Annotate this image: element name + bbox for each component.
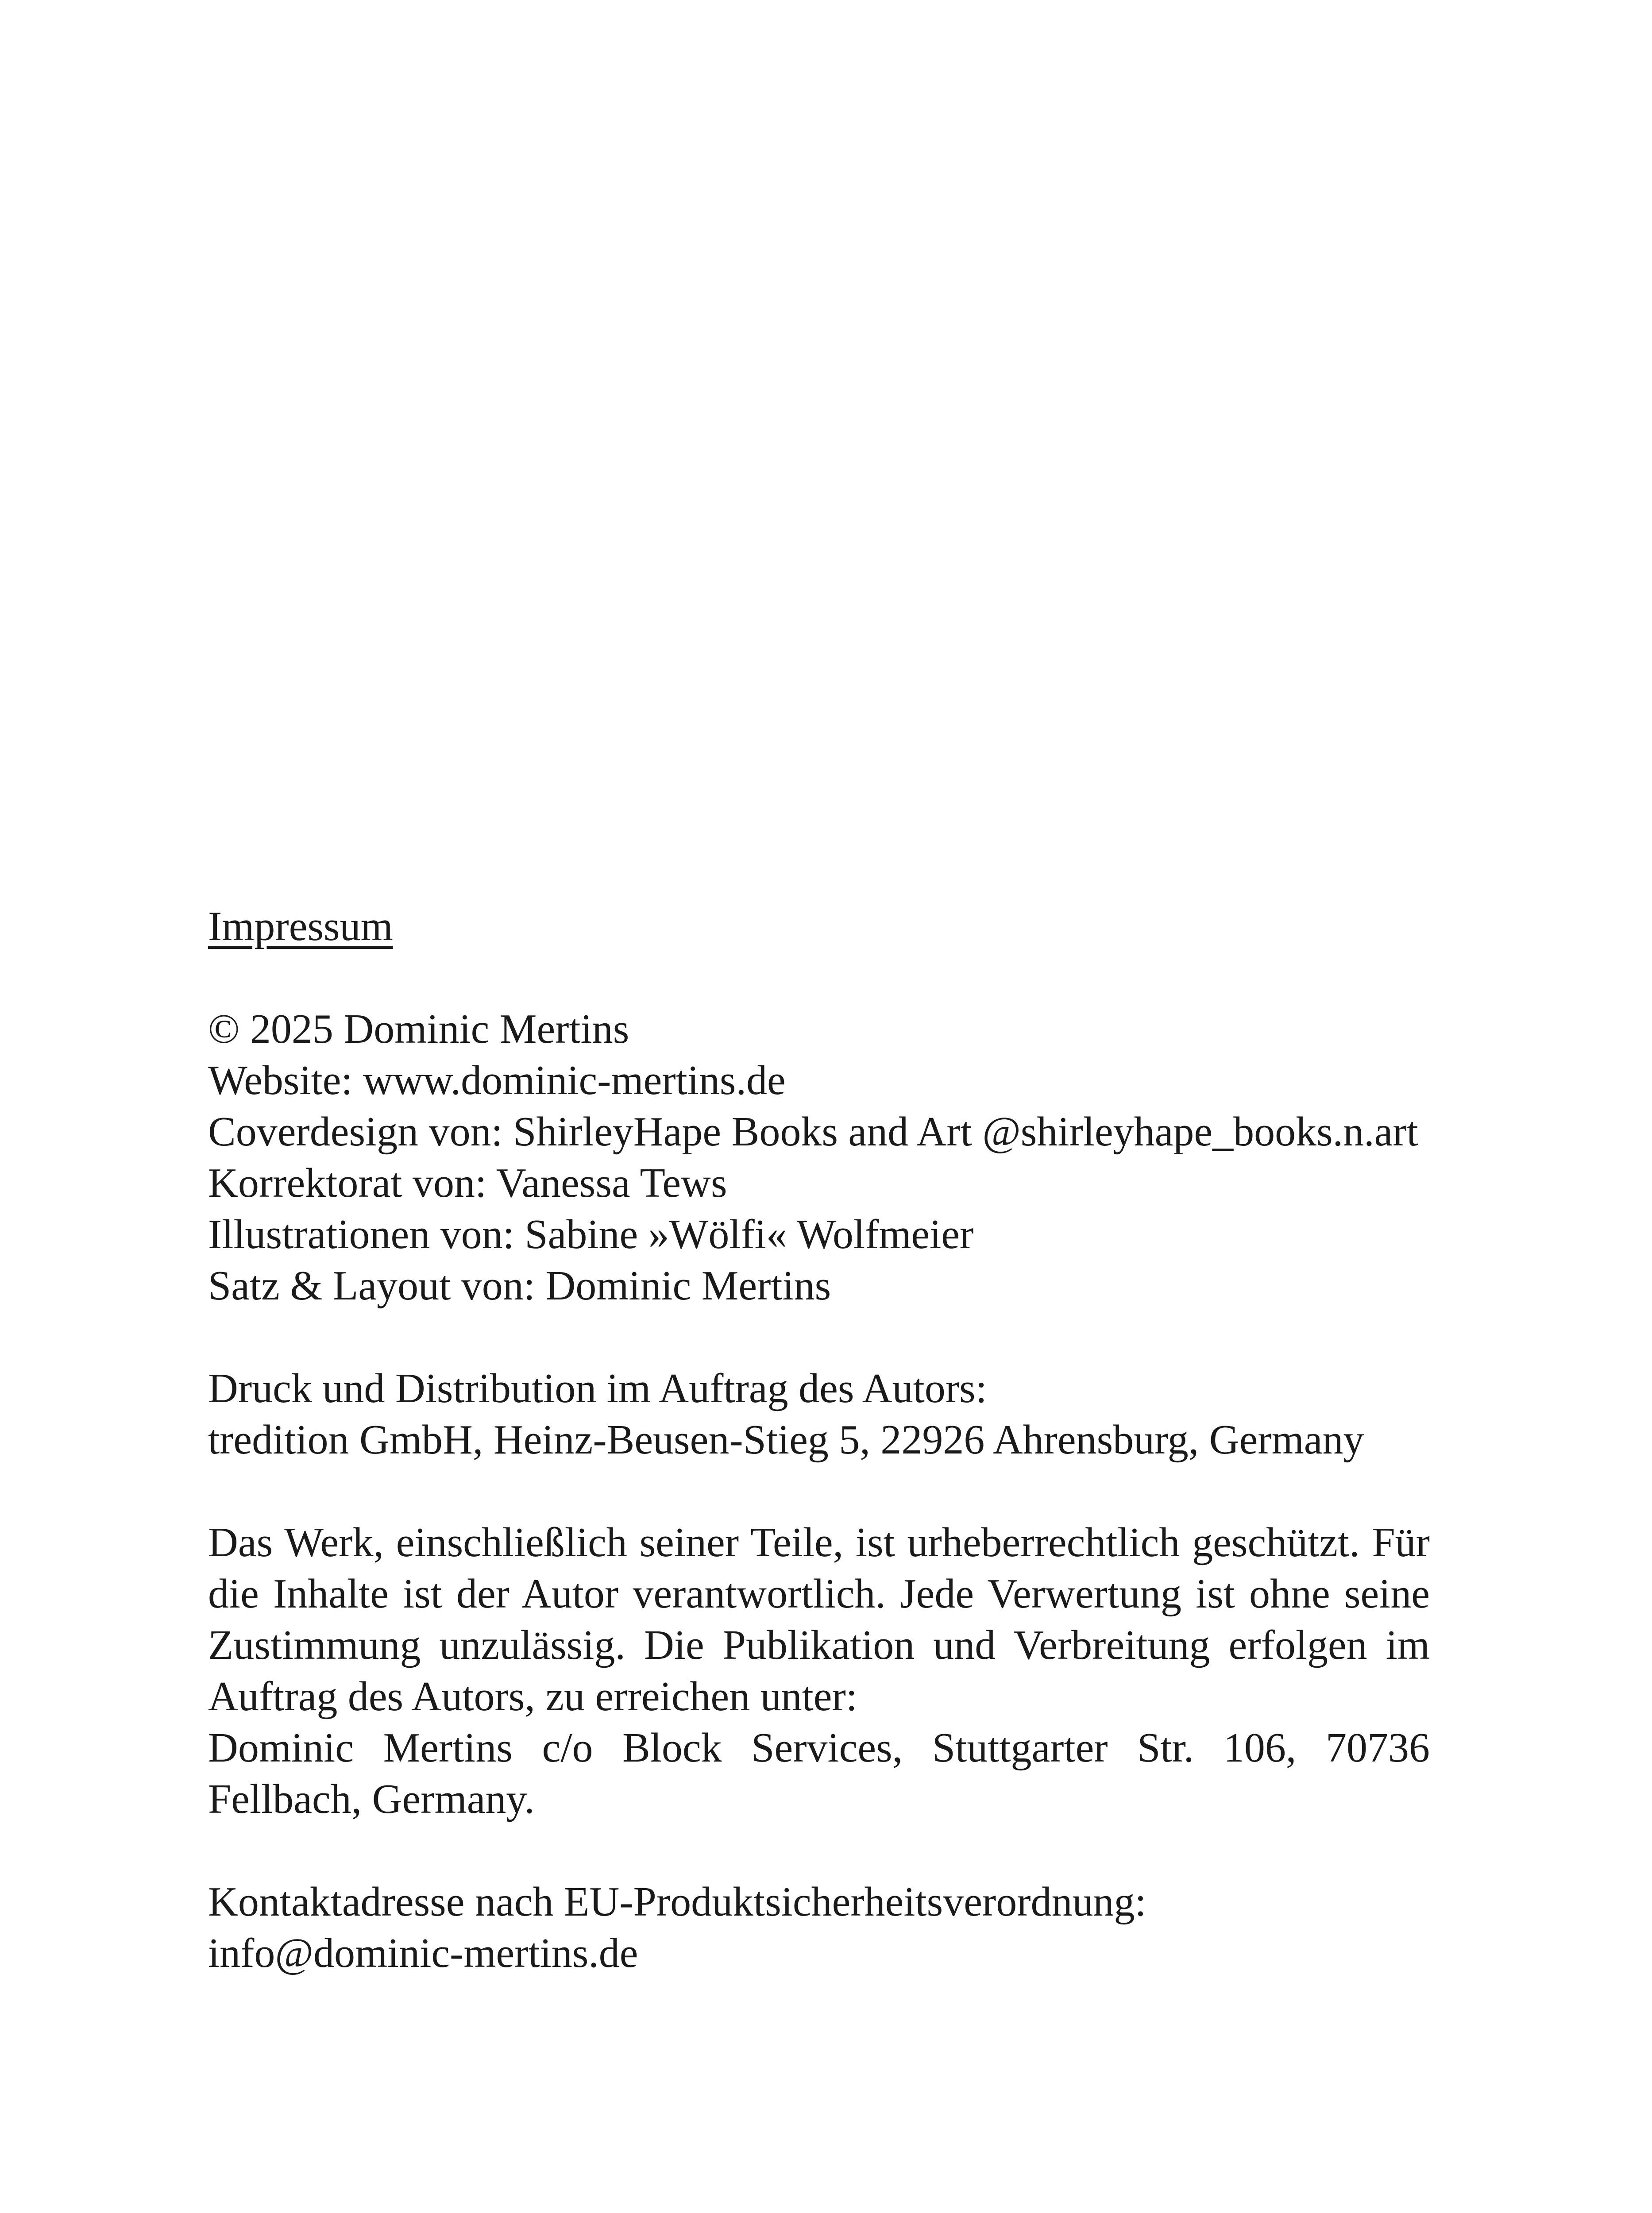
imprint-content	[208, 901, 1430, 1979]
proofreading-line: Korrektorat von: Vanessa Tews	[208, 1160, 727, 1206]
distribution-block	[208, 1363, 1430, 1465]
legal-notice-block	[208, 1517, 1430, 1825]
imprint-heading: Impressum	[208, 903, 393, 949]
illustrations-line: Illustrationen von: Sabine »Wölfi« Wolfmeier	[208, 1211, 974, 1257]
copyright-notice: Das Werk, einschließlich seiner Teile, ist urheberrechtlich geschützt. Für die Inhalte ist der Autor verantwortlich. Jede Verwertung ist ohne seine Zustimmung unzulässig. Die Publikation und Verbreitung erfolgen im Auftrag des Autors, zu erreichen unter:	[208, 1519, 1430, 1720]
cover-design-line: Coverdesign von: ShirleyHape Books and Art @shirleyhape_books.n.art	[208, 1109, 1418, 1155]
copyright-line: © 2025 Dominic Mertins	[208, 1006, 629, 1052]
contact-label: Kontaktadresse nach EU-Produktsicherheitsverordnung:	[208, 1879, 1146, 1925]
publisher-address: tredition GmbH, Heinz-Beusen-Stieg 5, 22926 Ahrensburg, Germany	[208, 1417, 1364, 1463]
author-address: Dominic Mertins c/o Block Services, Stuttgarter Str. 106, 70736 Fellbach, Germany.	[208, 1725, 1430, 1822]
contact-email: info@dominic-mertins.de	[208, 1930, 638, 1976]
distribution-label: Druck und Distribution im Auftrag des Autors:	[208, 1365, 987, 1411]
contact-block	[208, 1876, 1430, 1979]
website-line: Website: www.dominic-mertins.de	[208, 1057, 786, 1103]
typesetting-line: Satz & Layout von: Dominic Mertins	[208, 1263, 831, 1309]
credits-block	[208, 1003, 1430, 1311]
